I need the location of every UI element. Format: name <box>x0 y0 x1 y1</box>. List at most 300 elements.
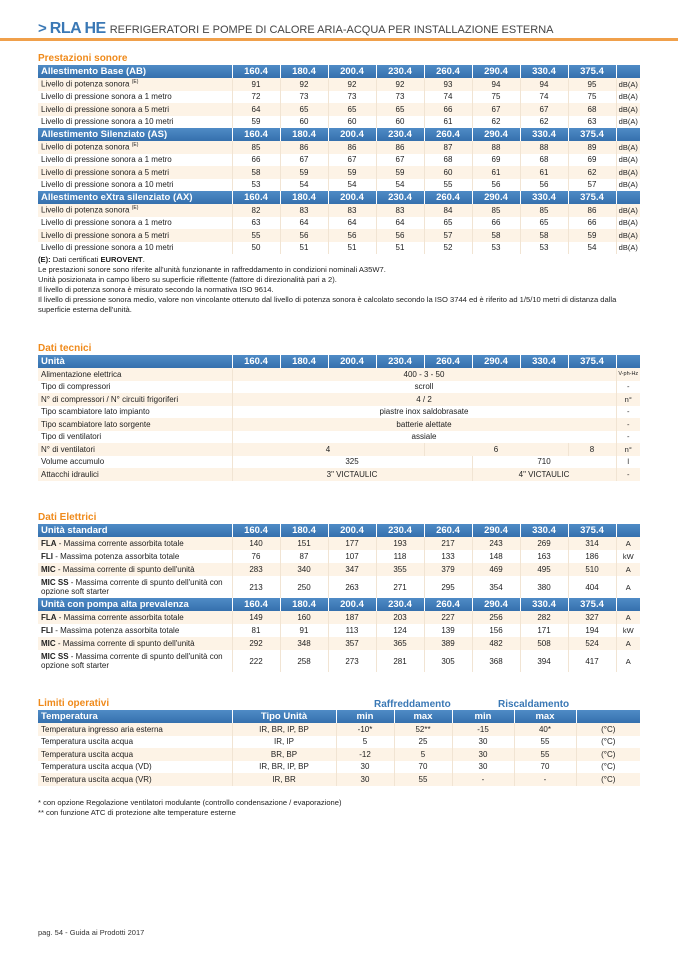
row-label: - Massima potenza assorbita totale <box>53 552 180 561</box>
unit-cell: - <box>616 418 640 431</box>
row-label: Tipo scambiatore lato sorgente <box>38 418 232 431</box>
value-cell: 30 <box>336 773 394 786</box>
value-cell: 62 <box>472 116 520 129</box>
unit-cell: dB(A) <box>616 217 640 230</box>
value-cell: 69 <box>472 154 520 167</box>
value-cell: 52** <box>394 723 452 736</box>
row-code: MIC <box>41 639 56 648</box>
model-column-header: 180.4 <box>280 355 328 368</box>
table-row <box>38 166 640 179</box>
unit-cell: (°C) <box>576 748 640 761</box>
column-header: min <box>336 710 394 723</box>
row-label: Livello di pressione sonora a 1 metro <box>41 155 172 165</box>
value-cell: 217 <box>424 537 472 550</box>
value-cell: assiale <box>232 431 616 444</box>
table-row <box>38 242 640 255</box>
section-title: Prestazioni sonore <box>38 53 128 64</box>
section-title: Dati Elettrici <box>38 512 97 523</box>
model-column-header: 200.4 <box>328 598 376 611</box>
value-cell: 347 <box>328 563 376 576</box>
value-cell: 58 <box>472 229 520 242</box>
value-cell: 55 <box>424 179 472 192</box>
model-column-header: 230.4 <box>376 128 424 141</box>
value-cell: 88 <box>520 141 568 154</box>
row-label: Alimentazione elettrica <box>38 368 232 381</box>
value-cell: scroll <box>232 381 616 394</box>
table-row <box>38 723 640 736</box>
row-label: Temperatura uscita acqua <box>38 748 232 761</box>
row-label: - Massima corrente di spunto dell'unità con opzione soft starter <box>41 652 223 670</box>
value-cell: 53 <box>520 242 568 255</box>
unit-cell: (°C) <box>576 736 640 749</box>
value-cell: 54 <box>328 179 376 192</box>
value-cell: 60 <box>424 166 472 179</box>
value-cell: 295 <box>424 576 472 598</box>
value-cell: 400 - 3 - 50 <box>232 368 616 381</box>
value-cell: 60 <box>376 116 424 129</box>
unit-cell: - <box>616 468 640 481</box>
unit-cell: kW <box>616 624 640 637</box>
heating-group-label: Riscaldamento <box>498 699 570 710</box>
table-row <box>38 204 640 217</box>
group-heading: Allestimento Silenziato (AS) <box>38 128 232 141</box>
table-row <box>38 550 640 563</box>
value-cell: 54 <box>376 179 424 192</box>
value-cell: 66 <box>568 217 616 230</box>
value-cell: 379 <box>424 563 472 576</box>
header-brand: RLA HE <box>49 20 106 37</box>
value-cell: 75 <box>568 91 616 104</box>
row-label: Livello di pressione sonora a 1 metro <box>41 92 172 102</box>
value-cell: 53 <box>472 242 520 255</box>
row-label: Livello di pressione sonora a 10 metri <box>41 243 174 253</box>
model-column-header: 330.4 <box>520 524 568 537</box>
unit-type-cell: IR, BR, IP, BP <box>232 761 336 774</box>
unit-column-header <box>616 524 640 537</box>
model-column-header: 375.4 <box>568 65 616 78</box>
unit-cell: - <box>616 406 640 419</box>
model-column-header: 180.4 <box>280 191 328 204</box>
model-column-header: 260.4 <box>424 524 472 537</box>
note-e-bold: EUROVENT <box>100 255 143 264</box>
value-cell: 107 <box>328 550 376 563</box>
model-column-header: 160.4 <box>232 128 280 141</box>
value-cell: 86 <box>568 204 616 217</box>
value-cell: 263 <box>328 576 376 598</box>
value-cell: 256 <box>472 611 520 624</box>
row-code: MIC SS <box>41 578 69 587</box>
row-label: - Massima corrente assorbita totale <box>56 613 184 622</box>
value-cell: 91 <box>280 624 328 637</box>
value-cell: 70 <box>394 761 452 774</box>
value-cell: 65 <box>424 217 472 230</box>
model-column-header: 375.4 <box>568 128 616 141</box>
unit-column-header <box>616 598 640 611</box>
value-cell: 193 <box>376 537 424 550</box>
value-cell: 6 <box>424 443 568 456</box>
unit-cell: A <box>616 576 640 598</box>
value-cell: 65 <box>520 217 568 230</box>
table-row <box>38 91 640 104</box>
value-cell: 61 <box>472 166 520 179</box>
value-cell: -10* <box>336 723 394 736</box>
unit-cell: dB(A) <box>616 166 640 179</box>
model-column-header: 180.4 <box>280 598 328 611</box>
model-column-header: 200.4 <box>328 524 376 537</box>
value-cell: 354 <box>472 576 520 598</box>
row-label: Livello di pressione sonora a 5 metri <box>41 167 170 177</box>
elec-table <box>38 524 640 672</box>
model-column-header: 375.4 <box>568 355 616 368</box>
table-row <box>38 217 640 230</box>
value-cell: 61 <box>520 166 568 179</box>
table-row <box>38 406 640 419</box>
model-column-header: 180.4 <box>280 524 328 537</box>
value-cell: 54 <box>280 179 328 192</box>
unit-cell: dB(A) <box>616 154 640 167</box>
value-cell: 54 <box>568 242 616 255</box>
value-cell: 52 <box>424 242 472 255</box>
limits-footnotes <box>38 798 640 818</box>
unit-type-cell: IR, BR <box>232 773 336 786</box>
value-cell: 65 <box>376 103 424 116</box>
value-cell: 67 <box>520 103 568 116</box>
value-cell: 86 <box>328 141 376 154</box>
model-column-header: 330.4 <box>520 598 568 611</box>
value-cell: 340 <box>280 563 328 576</box>
model-column-header: 330.4 <box>520 65 568 78</box>
table-row <box>38 179 640 192</box>
model-column-header: 160.4 <box>232 524 280 537</box>
value-cell: 258 <box>280 650 328 672</box>
table-header-row <box>38 191 640 204</box>
value-cell: 73 <box>328 91 376 104</box>
value-cell: 404 <box>568 576 616 598</box>
unit-cell: n° <box>616 443 640 456</box>
unit-type-cell: IR, IP <box>232 736 336 749</box>
unit-cell: dB(A) <box>616 179 640 192</box>
unit-cell: A <box>616 563 640 576</box>
value-cell: 55 <box>514 736 576 749</box>
value-cell: 149 <box>232 611 280 624</box>
value-cell: 81 <box>232 624 280 637</box>
row-label: Livello di pressione sonora a 5 metri <box>41 104 170 114</box>
value-cell: 187 <box>328 611 376 624</box>
table-row <box>38 381 640 394</box>
unit-column-header <box>616 355 640 368</box>
value-cell: 56 <box>520 179 568 192</box>
row-label: - Massima potenza assorbita totale <box>53 626 180 635</box>
value-cell: 357 <box>328 637 376 650</box>
value-cell: 25 <box>394 736 452 749</box>
value-cell: 133 <box>424 550 472 563</box>
unit-column-header <box>616 191 640 204</box>
model-column-header: 260.4 <box>424 598 472 611</box>
value-cell: 56 <box>376 229 424 242</box>
value-cell: piastre inox saldobrasate <box>232 406 616 419</box>
value-cell: 56 <box>280 229 328 242</box>
row-label: Livello di pressione sonora a 10 metri <box>41 180 174 190</box>
table-row <box>38 154 640 167</box>
row-label: - Massima corrente di spunto dell'unità <box>55 565 195 574</box>
row-superscript: (E) <box>131 79 139 86</box>
row-label: Tipo scambiatore lato impianto <box>38 406 232 419</box>
value-cell: 72 <box>232 91 280 104</box>
model-column-header: 200.4 <box>328 65 376 78</box>
table-row <box>38 624 640 637</box>
value-cell: 510 <box>568 563 616 576</box>
value-cell: 59 <box>328 166 376 179</box>
unit-cell: - <box>616 431 640 444</box>
value-cell: 94 <box>472 78 520 91</box>
table-row <box>38 393 640 406</box>
value-cell: 76 <box>232 550 280 563</box>
note-line: Unità posizionata in campo libero su superficie riflettente (fattore di direzionalità pari a 2). <box>38 275 337 284</box>
value-cell: 160 <box>280 611 328 624</box>
table-row <box>38 563 640 576</box>
row-label: Temperatura uscita acqua (VD) <box>38 761 232 774</box>
value-cell: 57 <box>568 179 616 192</box>
value-cell: batterie alettate <box>232 418 616 431</box>
table-row <box>38 537 640 550</box>
value-cell: 66 <box>232 154 280 167</box>
model-column-header: 180.4 <box>280 65 328 78</box>
value-cell: 74 <box>520 91 568 104</box>
value-cell: 365 <box>376 637 424 650</box>
value-cell: 91 <box>232 78 280 91</box>
unit-cell: dB(A) <box>616 242 640 255</box>
value-cell: 94 <box>520 78 568 91</box>
table-row <box>38 229 640 242</box>
model-column-header: 260.4 <box>424 191 472 204</box>
value-cell: 8 <box>568 443 616 456</box>
column-header: max <box>514 710 576 723</box>
row-superscript: (E) <box>131 142 139 149</box>
value-cell: 508 <box>520 637 568 650</box>
unit-cell: dB(A) <box>616 91 640 104</box>
unit-cell: V-ph-Hz <box>616 368 640 381</box>
value-cell: 64 <box>232 103 280 116</box>
value-cell: 83 <box>328 204 376 217</box>
sound-section <box>38 54 640 315</box>
unit-cell: dB(A) <box>616 78 640 91</box>
note-line: Le prestazioni sonore sono riferite all'unità funzionante in raffreddamento in condizioni nominali A35W7. <box>38 265 386 274</box>
value-cell: 30 <box>452 748 514 761</box>
value-cell: 203 <box>376 611 424 624</box>
value-cell: 156 <box>472 624 520 637</box>
value-cell: 30 <box>452 761 514 774</box>
value-cell: 95 <box>568 78 616 91</box>
model-column-header: 160.4 <box>232 191 280 204</box>
table-row <box>38 576 640 598</box>
unit-cell: dB(A) <box>616 204 640 217</box>
value-cell: 86 <box>376 141 424 154</box>
row-label: - Massima corrente assorbita totale <box>56 539 184 548</box>
value-cell: 73 <box>376 91 424 104</box>
value-cell: 66 <box>424 103 472 116</box>
value-cell: 75 <box>472 91 520 104</box>
value-cell: 171 <box>520 624 568 637</box>
tech-section <box>38 344 640 481</box>
value-cell: 85 <box>472 204 520 217</box>
model-column-header: 160.4 <box>232 355 280 368</box>
value-cell: 213 <box>232 576 280 598</box>
value-cell: 355 <box>376 563 424 576</box>
value-cell: 4 / 2 <box>232 393 616 406</box>
value-cell: 92 <box>328 78 376 91</box>
value-cell: 67 <box>280 154 328 167</box>
value-cell: 67 <box>376 154 424 167</box>
value-cell: 92 <box>376 78 424 91</box>
note-line: Il livello di potenza sonora è misurato secondo la normativa ISO 9614. <box>38 285 274 294</box>
value-cell: 83 <box>376 204 424 217</box>
row-label: Livello di pressione sonora a 10 metri <box>41 117 174 127</box>
model-column-header: 230.4 <box>376 65 424 78</box>
model-column-header: 375.4 <box>568 191 616 204</box>
row-label: Attacchi idraulici <box>38 468 232 481</box>
unit-cell: (°C) <box>576 773 640 786</box>
note-e-label: (E): <box>38 255 51 264</box>
value-cell: 148 <box>472 550 520 563</box>
row-label: Livello di potenza sonora <box>41 143 130 153</box>
column-header: max <box>394 710 452 723</box>
model-column-header: 180.4 <box>280 128 328 141</box>
value-cell: 389 <box>424 637 472 650</box>
note-e-text: Dati certificati <box>52 255 99 264</box>
value-cell: 118 <box>376 550 424 563</box>
value-cell: 69 <box>568 154 616 167</box>
value-cell: 368 <box>472 650 520 672</box>
value-cell: 59 <box>280 166 328 179</box>
value-cell: 67 <box>328 154 376 167</box>
value-cell: 325 <box>232 456 472 469</box>
value-cell: 62 <box>568 166 616 179</box>
row-code: FLA <box>41 613 57 622</box>
value-cell: 51 <box>280 242 328 255</box>
model-column-header: 160.4 <box>232 65 280 78</box>
table-row <box>38 431 640 444</box>
value-cell: 93 <box>424 78 472 91</box>
model-column-header: 290.4 <box>472 524 520 537</box>
value-cell: 53 <box>232 179 280 192</box>
header-title: REFRIGERATORI E POMPE DI CALORE ARIA-ACQUA PER INSTALLAZIONE ESTERNA <box>109 24 554 36</box>
row-label: - Massima corrente di spunto dell'unità <box>55 639 195 648</box>
value-cell: 62 <box>520 116 568 129</box>
value-cell: -12 <box>336 748 394 761</box>
row-label: Temperatura ingresso aria esterna <box>38 723 232 736</box>
tech-table <box>38 355 640 481</box>
column-header: Temperatura <box>38 710 232 723</box>
value-cell: 3" VICTAULIC <box>232 468 472 481</box>
value-cell: 83 <box>280 204 328 217</box>
value-cell: 482 <box>472 637 520 650</box>
value-cell: 282 <box>520 611 568 624</box>
value-cell: 70 <box>514 761 576 774</box>
value-cell: 63 <box>232 217 280 230</box>
row-label: Livello di potenza sonora <box>41 206 130 216</box>
page-footer: pag. 54 - Guida ai Prodotti 2017 <box>38 928 145 937</box>
group-heading: Unità standard <box>38 524 232 537</box>
sound-notes <box>38 255 640 315</box>
table-row <box>38 103 640 116</box>
value-cell: 51 <box>328 242 376 255</box>
model-column-header: 330.4 <box>520 191 568 204</box>
value-cell: 68 <box>424 154 472 167</box>
unit-cell: A <box>616 611 640 624</box>
unit-column-header <box>576 710 640 723</box>
note-e-end: . <box>142 255 145 264</box>
value-cell: -15 <box>452 723 514 736</box>
table-row <box>38 637 640 650</box>
unit-cell: A <box>616 537 640 550</box>
value-cell: 394 <box>520 650 568 672</box>
value-cell: 58 <box>232 166 280 179</box>
value-cell: 139 <box>424 624 472 637</box>
value-cell: 56 <box>328 229 376 242</box>
value-cell: 63 <box>568 116 616 129</box>
table-header-row <box>38 710 640 723</box>
value-cell: - <box>514 773 576 786</box>
row-label: - Massima corrente di spunto dell'unità con opzione soft starter <box>41 578 223 596</box>
value-cell: 64 <box>376 217 424 230</box>
value-cell: 327 <box>568 611 616 624</box>
unit-cell: dB(A) <box>616 116 640 129</box>
value-cell: 113 <box>328 624 376 637</box>
unit-cell: (°C) <box>576 723 640 736</box>
value-cell: 348 <box>280 637 328 650</box>
row-label: Tipo di compressori <box>38 381 232 394</box>
model-column-header: 375.4 <box>568 524 616 537</box>
model-column-header: 290.4 <box>472 191 520 204</box>
value-cell: 4 <box>232 443 424 456</box>
footnote: * con opzione Regolazione ventilatori modulante (controllo condensazione / evaporazione) <box>38 797 342 807</box>
value-cell: 88 <box>472 141 520 154</box>
value-cell: 51 <box>376 242 424 255</box>
note-line: Il livello di pressione sonora medio, valore non vincolante ottenuto dal livello di potenza sonora è calcolato secondo la ISO 3744 ed è riferito ad 1/5/10 metri di distanza dalla superficie esterna dell'unità. <box>38 295 617 314</box>
value-cell: 305 <box>424 650 472 672</box>
value-cell: 60 <box>280 116 328 129</box>
model-column-header: 160.4 <box>232 598 280 611</box>
value-cell: 58 <box>520 229 568 242</box>
unit-cell: l <box>616 456 640 469</box>
value-cell: 59 <box>376 166 424 179</box>
row-label: Livello di pressione sonora a 1 metro <box>41 218 172 228</box>
model-column-header: 375.4 <box>568 598 616 611</box>
limits-table <box>38 710 640 786</box>
unit-cell: - <box>616 381 640 394</box>
value-cell: 250 <box>280 576 328 598</box>
table-row <box>38 141 640 154</box>
unit-cell: A <box>616 637 640 650</box>
model-column-header: 290.4 <box>472 128 520 141</box>
value-cell: 30 <box>336 761 394 774</box>
model-column-header: 290.4 <box>472 598 520 611</box>
value-cell: 56 <box>472 179 520 192</box>
table-header-row <box>38 524 640 537</box>
footnote: ** con funzione ATC di protezione alte temperature esterne <box>38 807 236 817</box>
table-row <box>38 443 640 456</box>
section-title: Dati tecnici <box>38 343 92 354</box>
value-cell: 60 <box>328 116 376 129</box>
value-cell: 65 <box>328 103 376 116</box>
table-row <box>38 418 640 431</box>
group-heading: Allestimento eXtra silenziato (AX) <box>38 191 232 204</box>
value-cell: 222 <box>232 650 280 672</box>
value-cell: 92 <box>280 78 328 91</box>
model-column-header: 230.4 <box>376 524 424 537</box>
value-cell: 73 <box>280 91 328 104</box>
table-row <box>38 468 640 481</box>
